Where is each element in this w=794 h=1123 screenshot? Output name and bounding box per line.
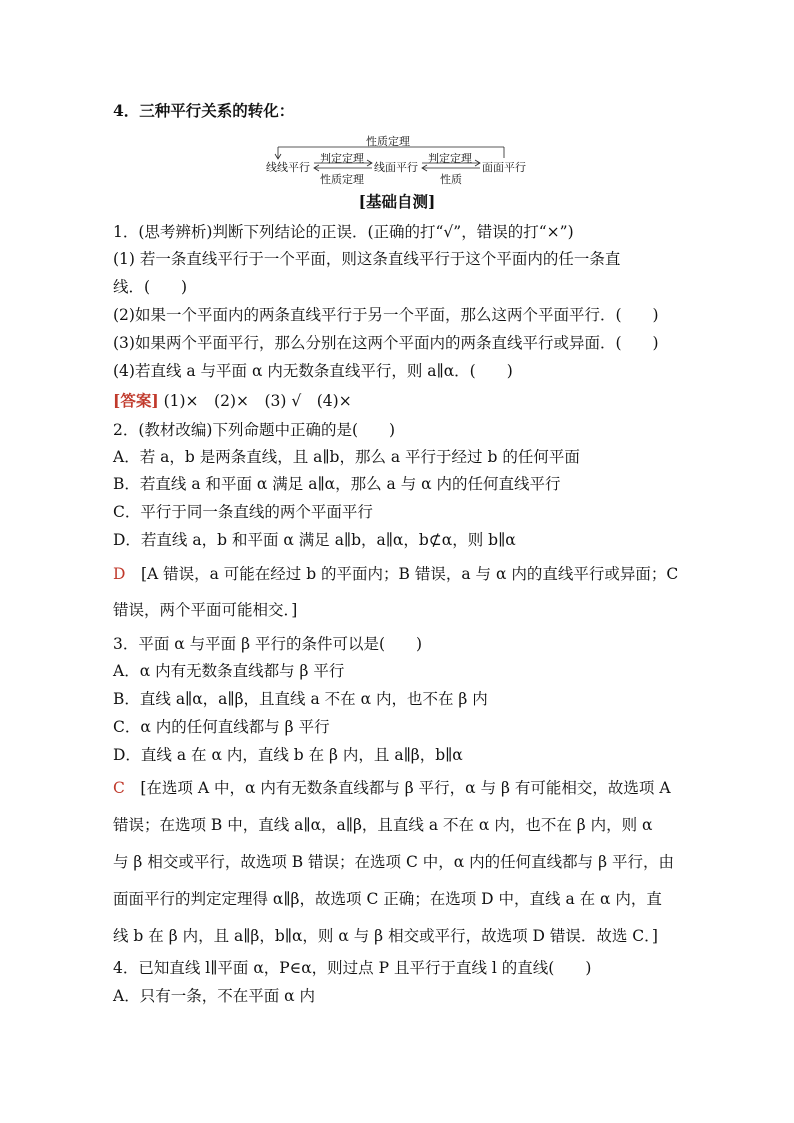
q2-explanation-line1 <box>113 564 678 584</box>
q3-explanation-text: [在选项 A 中，α 内有无数条直线都与 β 平行，α 与 β 有可能相交，故选项 A <box>124 779 671 797</box>
q3-explanation-line3: 与 β 相交或平行，故选项 B 错误；在选项 C 中，α 内的任何直线都与 β 平行，由 <box>113 853 674 871</box>
q3-option-a: A．α 内有无数条直线都与 β 平行 <box>113 662 345 680</box>
q3-stem: 3．平面 α 与平面 β 平行的条件可以是( ) <box>113 635 423 653</box>
q2-answer-letter: D <box>113 565 126 583</box>
q3-answer-letter: C <box>113 779 125 797</box>
q4-stem: 4．已知直线 l∥平面 α，P∈α，则过点 P 且平行于直线 l 的直线( ) <box>113 959 592 977</box>
q1-item4: (4)若直线 a 与平面 α 内无数条直线平行，则 a∥α．( ) <box>113 362 513 380</box>
diagram-arrow1-bottom-label: 性质定理 <box>320 173 364 186</box>
q1-stem: 1．(思考辨析)判断下列结论的正误．(正确的打“√”，错误的打“×”) <box>113 223 574 241</box>
q3-option-d: D．直线 a 在 α 内，直线 b 在 β 内，且 a∥β，b∥α <box>113 746 463 764</box>
q3-explanation-line2: 错误；在选项 B 中，直线 a∥α，a∥β，且直线 a 不在 α 内，也不在 β 内，则 α <box>113 816 653 834</box>
q2-option-d: D．若直线 a，b 和平面 α 满足 a∥b，a∥α，b⊄α，则 b∥α <box>113 531 516 549</box>
q2-option-b: B．若直线 a 和平面 α 满足 a∥α，那么 a 与 α 内的任何直线平行 <box>113 475 561 493</box>
diagram-node-line-line: 线线平行 <box>266 161 310 174</box>
q1-answer: (1)× (2)× (3) √ (4)× <box>158 392 352 410</box>
q1-item1-line1: (1) 若一条直线平行于一个平面，则这条直线平行于这个平面内的任一条直 <box>113 250 621 268</box>
section-title: [基础自测] <box>358 192 436 211</box>
diagram-arrow2-bottom-label: 性质 <box>440 173 462 186</box>
diagram-top-label: 性质定理 <box>366 135 410 148</box>
diagram-arrow2-top-label: 判定定理 <box>428 152 472 165</box>
diagram-arrow1-top-label: 判定定理 <box>320 152 364 165</box>
q3-explanation-line1 <box>113 778 671 798</box>
q3-explanation-line5: 线 b 在 β 内，且 a∥β，b∥α，则 α 与 β 相交或平行，故选项 D 错误．故选 C．] <box>113 927 658 945</box>
q2-option-c: C．平行于同一条直线的两个平面平行 <box>113 503 373 521</box>
q2-option-a: A．若 a，b 是两条直线，且 a∥b，那么 a 平行于经过 b 的任何平面 <box>113 448 580 466</box>
q2-explanation-line2: 错误，两个平面可能相交．] <box>113 601 298 619</box>
heading-parallel-conversion: 4．三种平行关系的转化： <box>113 101 295 120</box>
q3-option-b: B．直线 a∥α，a∥β，且直线 a 不在 α 内，也不在 β 内 <box>113 690 488 708</box>
diagram-node-plane-plane: 面面平行 <box>482 161 526 174</box>
q3-explanation-line4: 面面平行的判定定理得 α∥β，故选项 C 正确；在选项 D 中，直线 a 在 α 内，直 <box>113 890 662 908</box>
parallel-relation-diagram <box>262 133 534 185</box>
q1-item3: (3)如果两个平面平行，那么分别在这两个平面内的两条直线平行或异面．( ) <box>113 334 659 352</box>
diagram-node-line-plane: 线面平行 <box>374 161 418 174</box>
q1-answer-line <box>113 391 352 411</box>
q4-option-a: A．只有一条，不在平面 α 内 <box>113 987 316 1005</box>
q2-explanation-text: [A 错误，a 可能在经过 b 的平面内；B 错误，a 与 α 内的直线平行或异面；C <box>125 565 679 583</box>
q2-stem: 2．(教材改编)下列命题中正确的是( ) <box>113 421 396 439</box>
answer-tag: [答案] <box>113 391 159 410</box>
q1-item1-line2: 线．( ) <box>113 278 188 296</box>
q3-option-c: C．α 内的任何直线都与 β 平行 <box>113 718 330 736</box>
q1-item2: (2)如果一个平面内的两条直线平行于另一个平面，那么这两个平面平行．( ) <box>113 306 659 324</box>
